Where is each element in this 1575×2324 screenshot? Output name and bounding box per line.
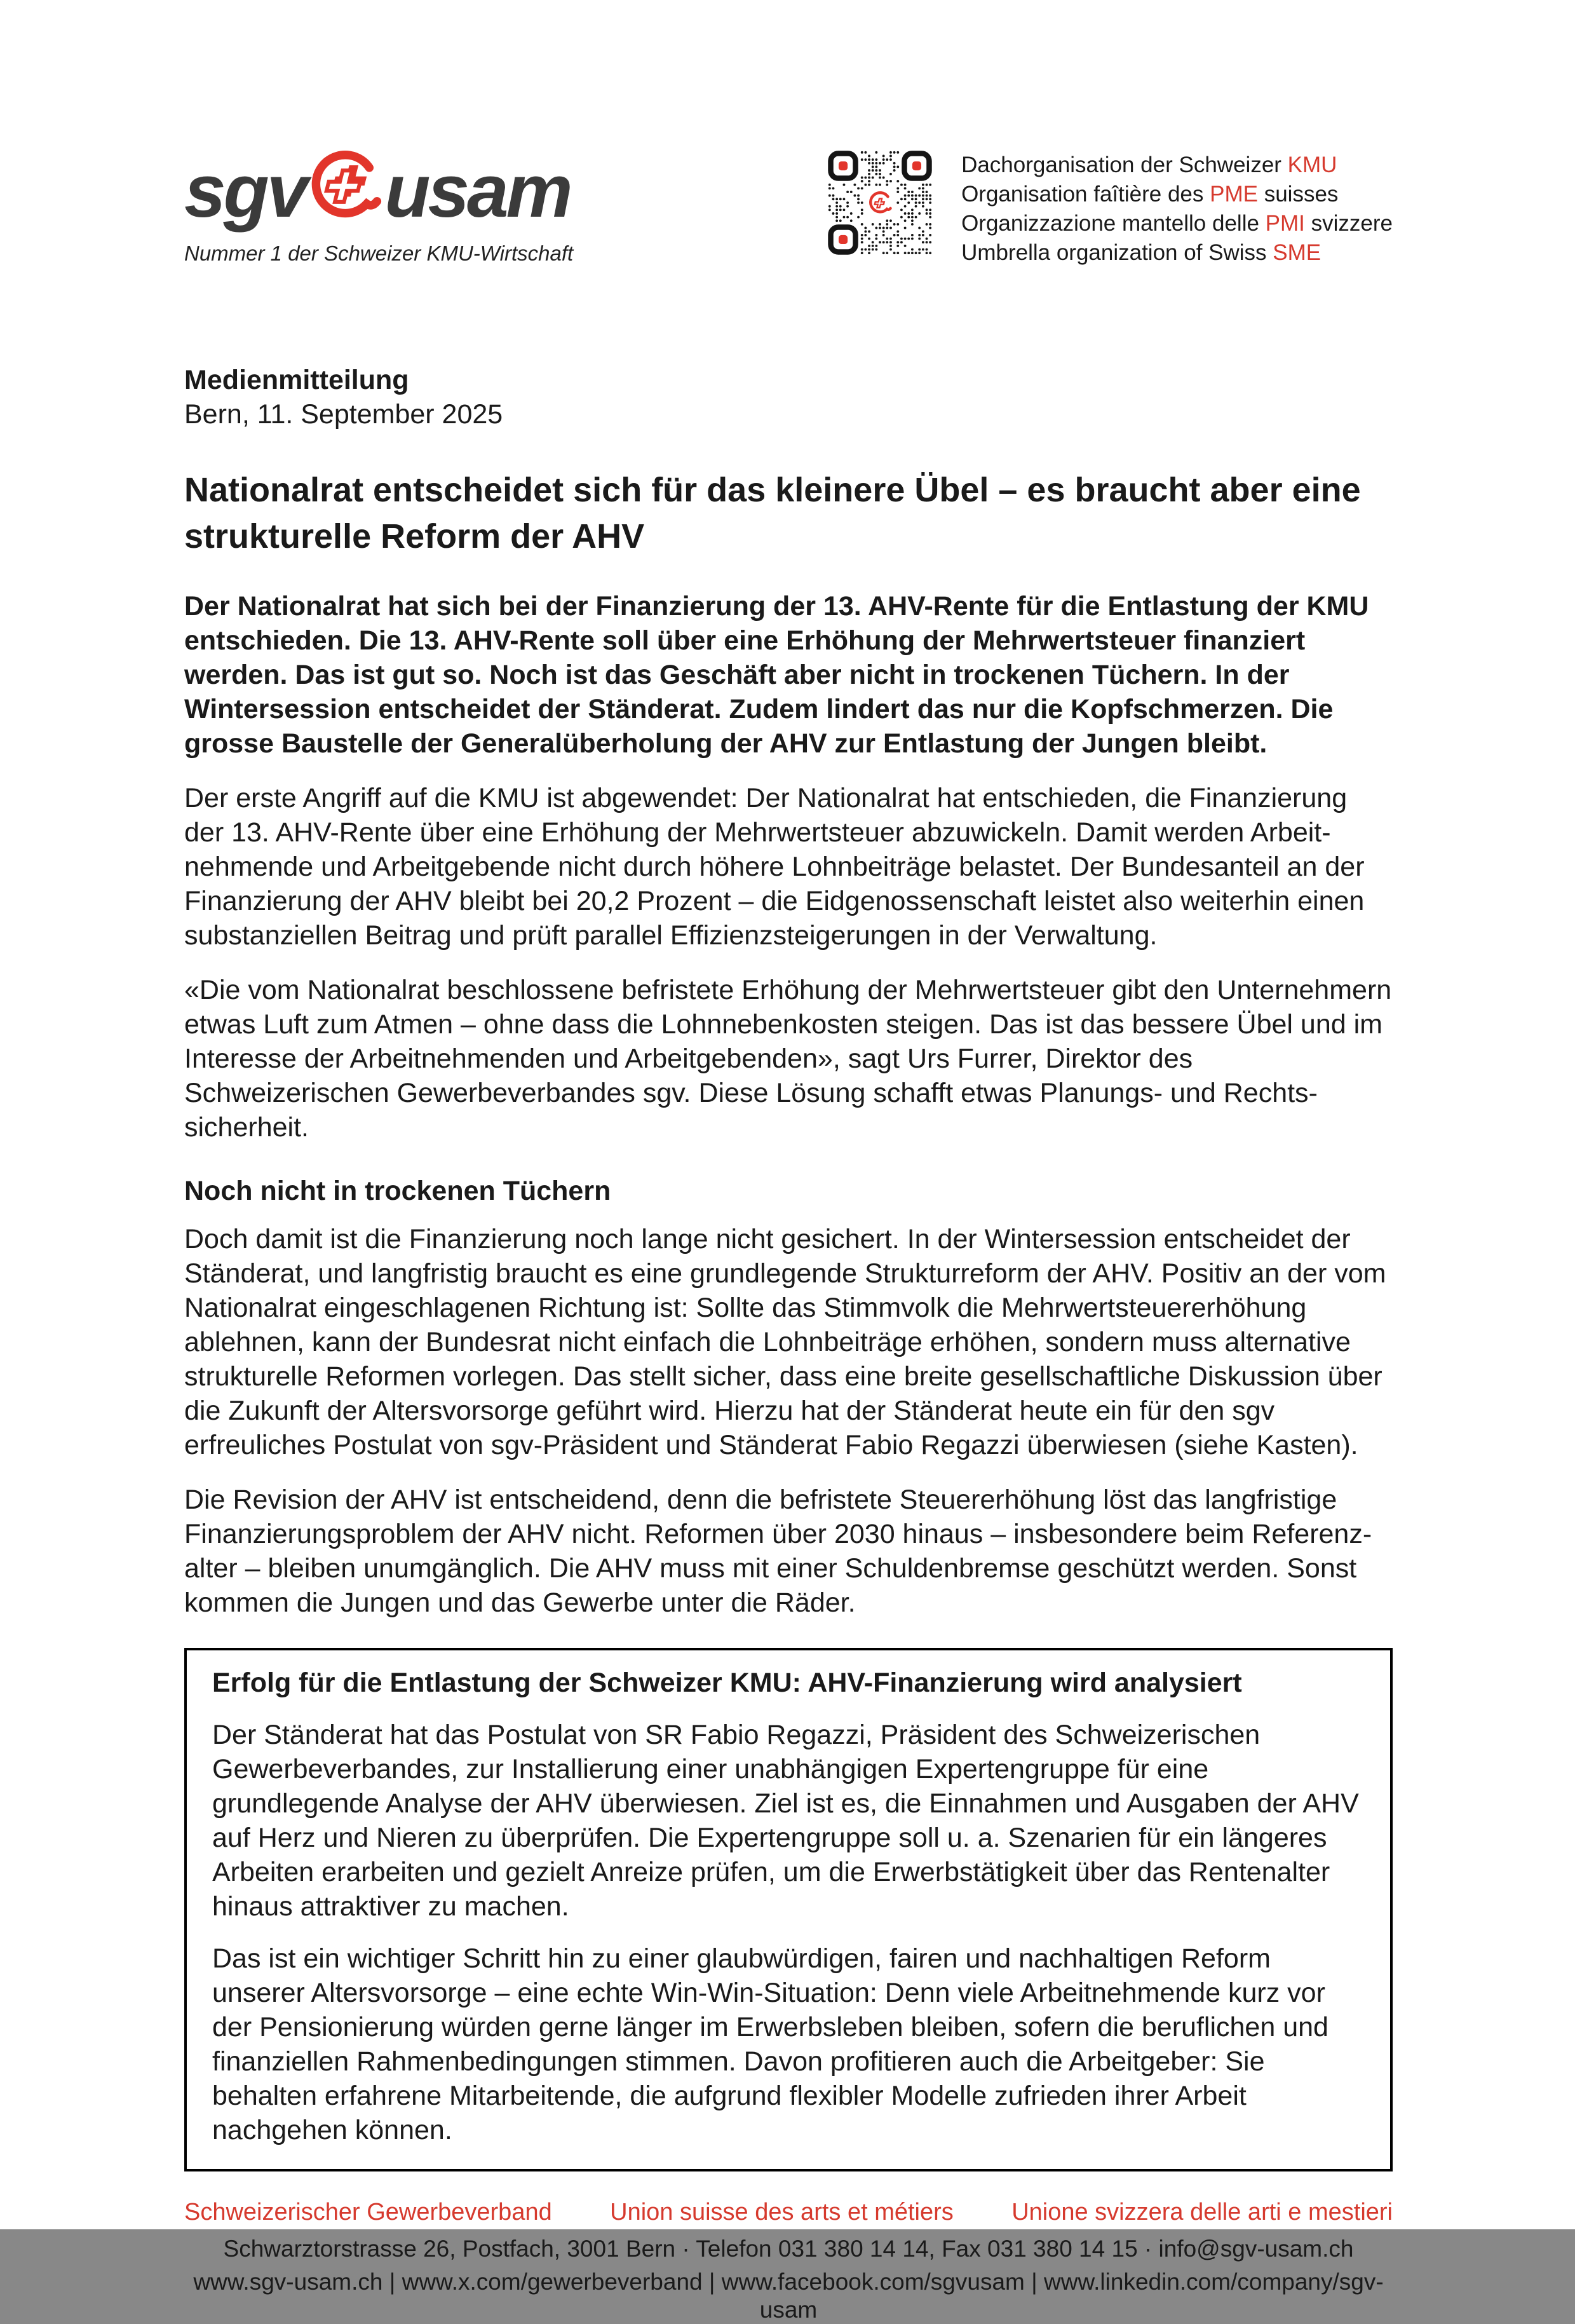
footer-links: www.sgv-usam.ch | www.x.com/gewerbeverband | www.facebook.com/sgvusam | www.linkedin.com/company/sgv-usam [193,2269,1384,2323]
highlight-box-title: Erfolg für die Entlastung der Schweizer KMU: AHV-Finanzierung wird analysiert [212,1668,1242,1698]
lead-paragraph: Der Nationalrat hat sich bei der Finanzierung der 13. AHV-Rente für die Entlastung der KMU entschieden. Die 13. AHV-Rente soll über eine Erhöhung der Mehrwertsteuer finanziert werden. Das ist gut so. Noch ist das Geschäft aber nicht in trockenen Tüchern. In der Wintersession entscheidet der Ständerat. Zudem lindert das nur die Kopfschmerzen. Die grosse Baustelle der Generalüberholung der AHV zur Entlastung der Jungen bleibt. [184,591,1369,759]
footer-org-fr: Union suisse des arts et métiers [610,2199,954,2225]
article [184,363,1393,2171]
swiss-cross-at-icon [309,149,381,233]
highlight-box-paragraph-2: Das ist ein wichtiger Schritt hin zu einer glaubwürdigen, fairen und nachhaltigen Reform unserer Altersvorsorge – eine echte Win-Win-Situation: Denn viele Arbeitnehmende kurz vor der Pensionierung würden gerne länger im Erwerbsleben bleiben, sofern die beruflichen und finanziellen Rahmenbedingungen stimmen. Davon profitieren auch die Arbeitgeber: Sie behalten erfahrene Mitarbeitende, die aufgrund flexibler Modelle zufrieden ihrer Arbeit nachgehen können. [212,1943,1328,2145]
article-title: Nationalrat entscheidet sich für das kleinere Übel – es braucht aber eine strukturelle Reform der AHV [184,471,1361,555]
logo-tagline: Nummer 1 der Schweizer KMU-Wirtschaft [184,241,574,265]
logo-wordmark [184,149,573,233]
footer-org-it: Unione svizzera delle arti e mestieri [1011,2199,1393,2225]
footer-org-de: Schweizerischer Gewerbeverband [184,2199,552,2225]
paragraph-1: Der erste Angriff auf die KMU ist abgewendet: Der Nationalrat hat entschieden, die Finanzierung der 13. AHV-Rente über eine Erhöhung der Mehrwertsteuer abzuwickeln. Damit werden Arbeitnehmende und Arbeitgebende nicht durch höhere Lohnbeiträge belastet. Der Bundesanteil an der Finanzierung der AHV bleibt bei 20,2 Prozent – die Eidgenossenschaft leistet also weiterhin einen substanziellen Beitrag und prüft parallel Effizienzsteigerungen in der Verwaltung. [184,783,1365,951]
org-line-it: Organizzazione mantello delle PMI svizzere [961,211,1393,236]
paragraph-3: Die Revision der AHV ist entscheidend, denn die befristete Steuererhöhung löst das langfristige Finanzierungsproblem der AHV nicht. Reformen über 2030 hinaus – insbesondere beim Referenzalter – bleiben unumgänglich. Die AHV muss mit einer Schuldenbremse geschützt werden. Sonst kommen die Jungen und das Gewerbe unter die Räder. [184,1485,1372,1618]
paragraph-2: Doch damit ist die Finanzierung noch lange nicht gesichert. In der Wintersession entscheidet der Ständerat, und langfristig braucht es eine grundlegende Strukturreform der AHV. Positiv an der vom Nationalrat eingeschlagenen Richtung ist: Sollte das Stimmvolk die Mehrwertsteuererhöhung ablehnen, kann der Bundesrat nicht einfach die Lohnbeiträge erhöhen, sondern muss alternative strukturelle Reformen vorlegen. Das stellt sicher, dass eine breite gesellschaftliche Diskussion über die Zukunft der Altersvorsorge geführt wird. Hierzu hat der Ständerat heute ein für den sgv erfreuliches Postulat von sgv-Präsident und Ständerat Fabio Regazzi überwiesen (siehe Kasten). [184,1224,1386,1460]
org-line-fr: Organisation faîtière des PME suisses [961,182,1339,207]
quote-paragraph: «Die vom Nationalrat beschlossene befristete Erhöhung der Mehrwertsteuer gibt den Unternehmern etwas Luft zum Atmen – ohne dass die Lohnnebenkosten steigen. Das ist das bessere Übel und im Interesse der Arbeitnehmenden und Arbeitgebenden», sagt Urs Furrer, Direktor des Schweizerischen Gewerbeverbandes sgv. Diese Lösung schafft etwas Planungs- und Rechtssicherheit. [184,975,1392,1143]
document-type-label: Medienmitteilung [184,365,409,395]
org-line-de: Dachorganisation der Schweizer KMU [961,153,1337,177]
organization-description [961,151,1393,268]
footer-address: Schwarztorstrasse 26, Postfach, 3001 Bern · Telefon 031 380 14 14, Fax 031 380 14 15 · info@sgv-usam.ch [223,2236,1354,2262]
footer [184,2198,1393,2324]
qr-code [828,151,932,255]
letterhead [184,149,1393,268]
sgv-usam-logo [184,149,573,266]
logo-text-usam: usam [384,149,571,233]
highlight-box-paragraph-1: Der Ständerat hat das Postulat von SR Fabio Regazzi, Präsident des Schweizerischen Gewerbeverbandes, zur Installierung einer unabhängigen Expertengruppe für eine grundlegende Analyse der AHV überwiesen. Ziel ist es, die Einnahmen und Ausgaben der AHV auf Herz und Nieren zu überprüfen. Die Expertengruppe soll u. a. Szenarien für ein längeres Arbeiten erarbeiten und gezielt Anreize prüfen, um die Erwerbstätigkeit über das Rentenalter hinaus attraktiver zu machen. [212,1720,1359,1922]
footer-organizations [184,2198,1393,2226]
section-heading: Noch nicht in trockenen Tüchern [184,1176,611,1206]
letterhead-right [828,151,1393,268]
dateline: Bern, 11. September 2025 [184,399,503,430]
logo-text-sgv: sgv [184,149,306,233]
org-line-en: Umbrella organization of Swiss SME [961,240,1322,265]
highlight-box [184,1648,1393,2171]
